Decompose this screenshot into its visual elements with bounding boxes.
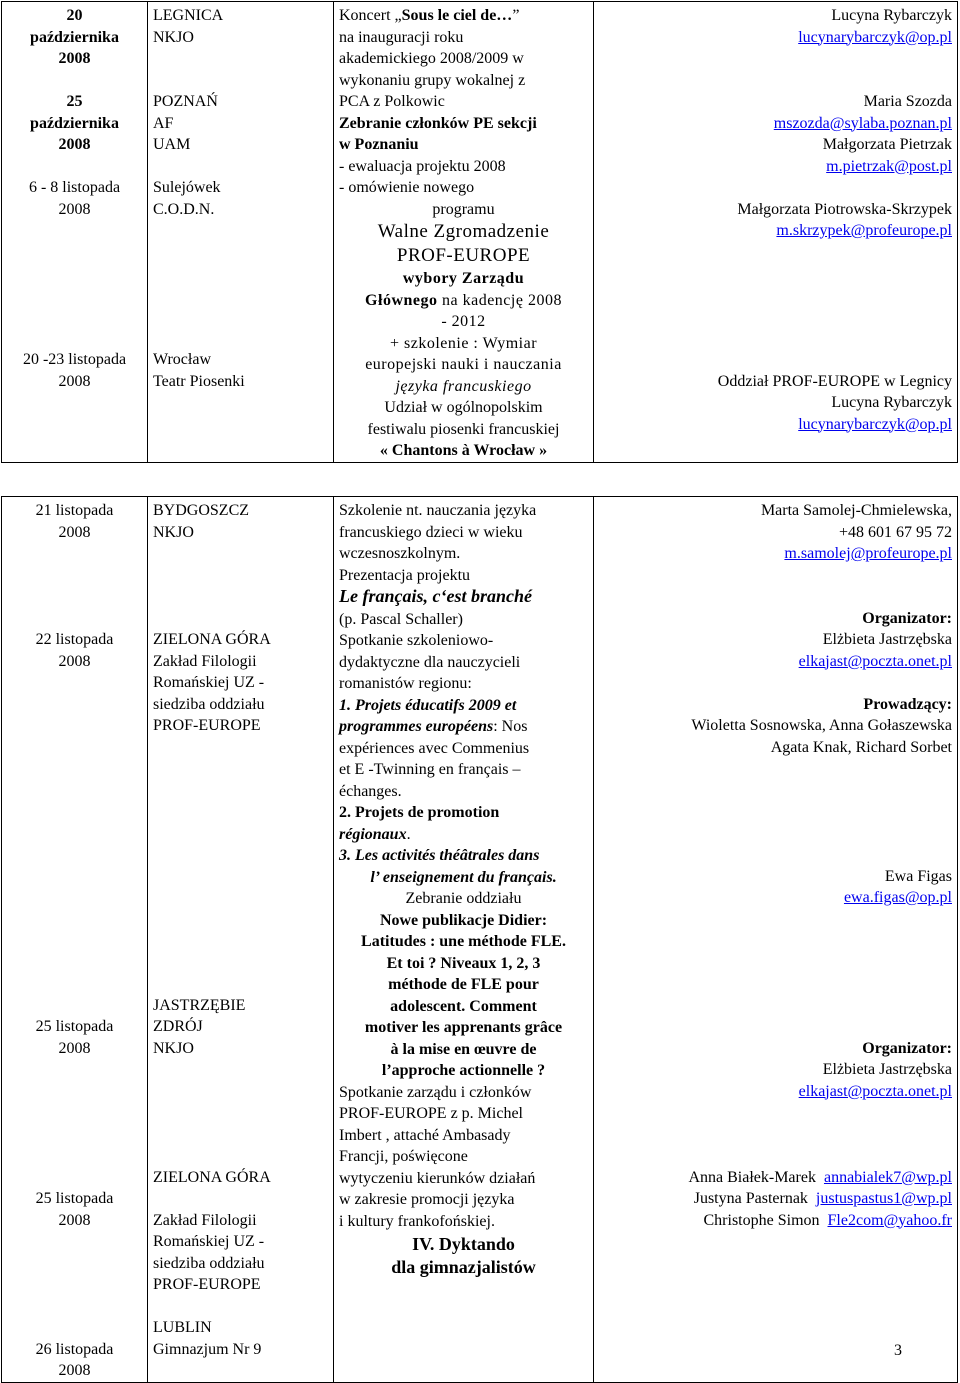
email-link[interactable]: justuspastus1@wp.pl: [815, 1190, 952, 1207]
email-link[interactable]: elkajast@poczta.onet.pl: [798, 1082, 952, 1100]
schedule-table-1: [1, 1, 958, 463]
event-concert: Koncert „Sous le ciel de…” na inauguracji roku akademickiego 2008/2009 w wykonaniu grupy wokalnej z PCA z Polkowic: [339, 7, 526, 110]
event-festival: Udział w ogólnopolskim festiwalu piosenki francuskiej « Chantons à Wrocław »: [367, 399, 560, 459]
place-cell: LEGNICA NKJO POZNAŃ AF UAM Sulejówek C.O.D.N. Wrocław Teatr Piosenki: [148, 2, 334, 463]
table-row: [2, 497, 958, 1382]
page-number: 3: [894, 1342, 902, 1359]
email-link[interactable]: m.skrzypek@profeurope.pl: [776, 222, 952, 239]
email-link[interactable]: m.pietrzak@post.pl: [826, 157, 952, 175]
schedule-table-2: [1, 496, 958, 1383]
contact-samolej: Marta Samolej-Chmielewska, +48 601 67 95 72 m.samolej@profeurope.pl: [760, 502, 952, 562]
email-link[interactable]: Fle2com@yahoo.fr: [827, 1211, 952, 1229]
event-cell: [334, 2, 594, 463]
email-link[interactable]: annabialek7@wp.pl: [823, 1168, 952, 1186]
date-cell: 21 listopada 2008 22 listopada 2008 25 listopada 2008 25 listopada 2008 26 listopada 2008: [2, 497, 148, 1382]
event-cell: [334, 497, 594, 1382]
contact-organizer-1: Organizator: Elżbieta Jastrzębska elkajast@poczta.onet.pl Prowadzący: Wioletta Sosnowska, Anna Gołaszewska Agata Knak, Richard Sorbet: [691, 609, 952, 756]
email-link[interactable]: m.samolej@profeurope.pl: [784, 545, 952, 562]
place-cell: BYDGOSZCZ NKJO ZIELONA GÓRA Zakład Filologii Romańskiej UZ - siedziba oddziału PROF-EUROPE JASTRZĘBIE ZDRÓJ NKJO ZIELONA GÓRA Zakład Filologii Romańskiej UZ - siedziba oddziału PROF-EUROPE LUBLIN Gimnazjum Nr 9: [148, 497, 334, 1382]
contact-lublin: Anna Białek-Marek annabialek7@wp.pl Justyna Pasternak justuspastus1@wp.pl Christophe Simon Fle2com@yahoo.fr: [688, 1168, 952, 1229]
contact-cell: [594, 497, 958, 1382]
email-link[interactable]: ewa.figas@op.pl: [843, 889, 952, 906]
event-meeting-poznan: Zebranie członków PE sekcji w Poznaniu - ewaluacja projektu 2008 - omówienie nowego programu: [339, 114, 537, 218]
event-training-zielona-gora: Spotkanie szkoleniowo- dydaktyczne dla nauczycieli romanistów regionu: 1. Projets éducatifs 2009 et programmes européens: Nos expériences avec Commenius et E -Twinning en français – échanges. 2. Projets de promotion régionaux. 3. Les activités théâtrales dans l’ enseignement du français.: [339, 632, 557, 886]
date-cell: 20 października 2008 25 października 2008 6 - 8 listopada 2008 20 -23 listopada 2008: [2, 2, 148, 463]
email-link[interactable]: lucynarybarczyk@op.pl: [798, 415, 952, 433]
event-general-assembly: Walne Zgromadzenie PROF-EUROPE wybory Zarządu Głównego na kadencję 2008 - 2012 + szkolenie : Wymiar europejski nauki i nauczania języka francuskiego: [365, 221, 562, 395]
event-training-early: Szkolenie nt. nauczania języka francuskiego dzieci w wieku wczesnoszkolnym. Prezentacja projektu Le français, c‘est branché (p. Pascal Schaller): [339, 502, 537, 628]
table-bottom-border: [2, 1382, 958, 1383]
email-link[interactable]: lucynarybarczyk@op.pl: [798, 28, 952, 46]
event-dictation: IV. Dyktando dla gimnazjalistów: [391, 1234, 536, 1277]
contact-organizer-2: Organizator: Elżbieta Jastrzębska elkajast@poczta.onet.pl: [798, 1039, 952, 1100]
event-didier: Zebranie oddziału Nowe publikacje Didier: Latitudes : une méthode FLE. Et toi ? Niveaux 1, 2, 3 méthode de FLE pour adolescent. Comment motiver les apprenants grâce à la mise en œuvre de l’approche actionnelle ?: [361, 890, 566, 1079]
table-row: [2, 2, 958, 463]
contact-cell: Lucyna Rybarczyk lucynarybarczyk@op.pl Maria Szozda mszozda@sylaba.poznan.pl Małgorzata Pietrzak m.pietrzak@post.pl Małgorzata Piotrowska-Skrzypek m.skrzypek@profeurope.pl Oddział PROF-EUROPE w Legnicy Lucyna Rybarczyk lucynarybarczyk@op.pl: [594, 2, 958, 463]
email-link[interactable]: mszozda@sylaba.poznan.pl: [773, 114, 952, 132]
email-link[interactable]: elkajast@poczta.onet.pl: [798, 652, 952, 670]
event-board-meeting: Spotkanie zarządu i członków PROF-EUROPE z p. Michel Imbert , attaché Ambasady Francji, poświęcone wytyczeniu kierunków działań w zakresie promocji języka i kultury frankofońskiej.: [339, 1083, 536, 1230]
contact-figas: Ewa Figas ewa.figas@op.pl: [843, 867, 952, 906]
